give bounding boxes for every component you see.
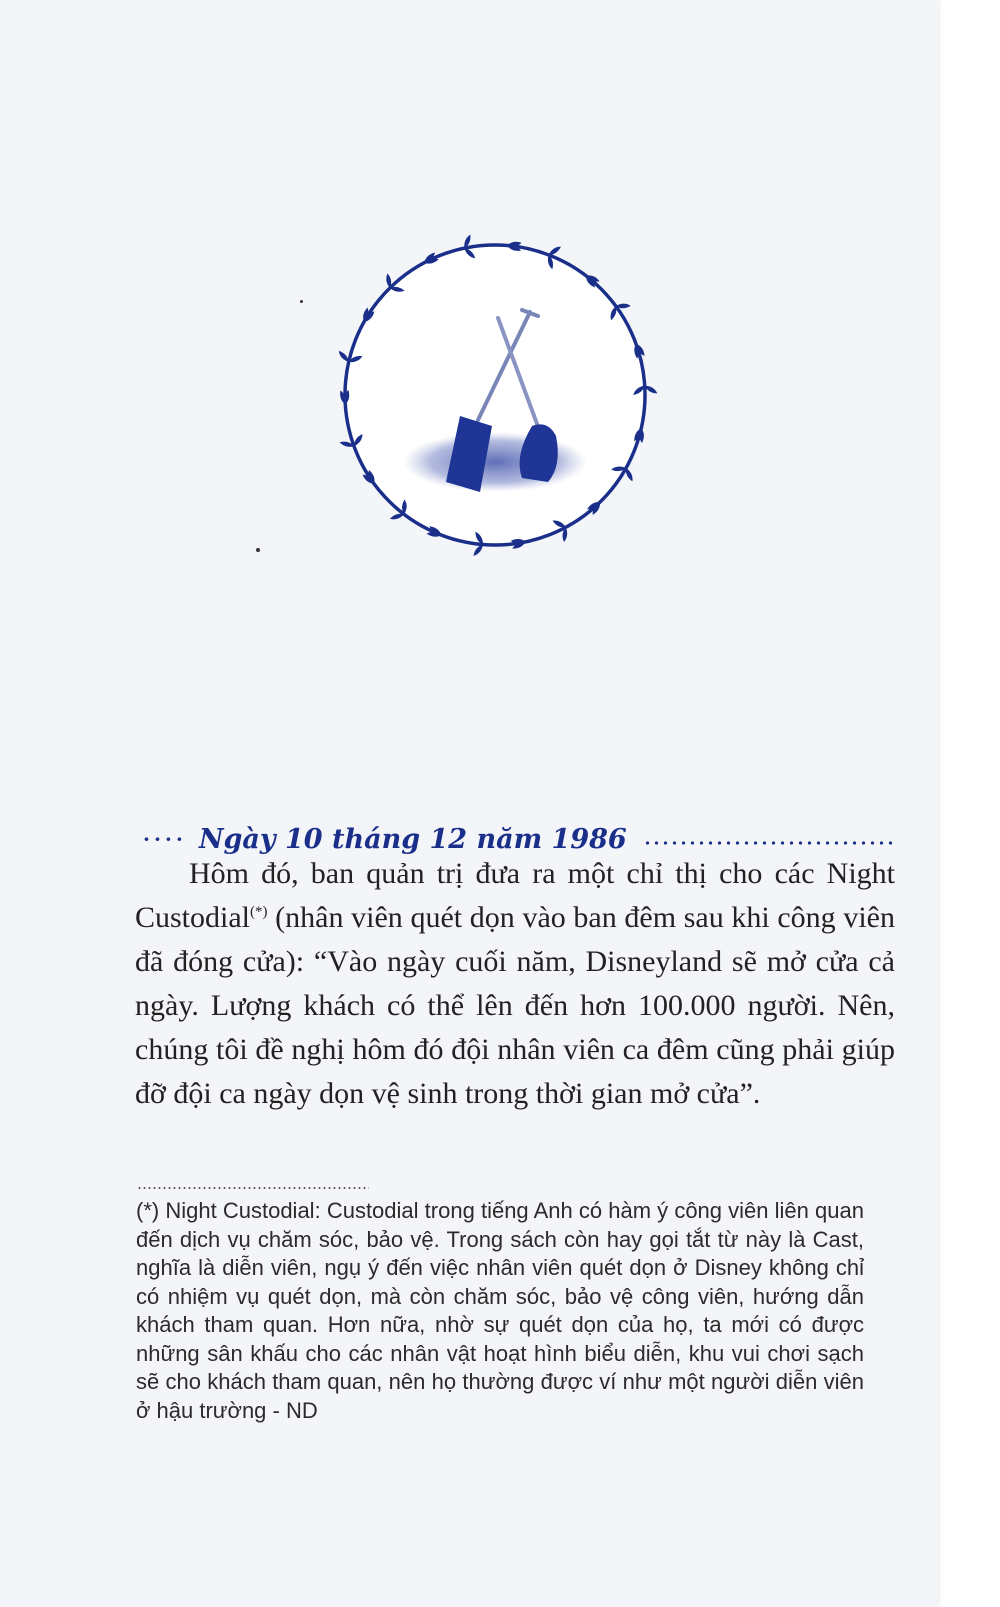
heading-dots-right — [643, 841, 893, 845]
laurel-leaf — [547, 246, 562, 255]
brooms-wreath-icon — [300, 230, 700, 630]
footnote-separator — [137, 1187, 369, 1189]
body-text-part2: (nhân viên quét dọn vào ban đêm sau khi công viên đã đóng cửa): “Vào ngày cuối năm, Disneyland sẽ mở cửa cả ngày. Lượng khách có thể lên đến hơn 100.000 người. Nên, chúng tôi đề nghị hôm đó đội nhân viên ca đêm cũng phải giúp đỡ đội ca ngày dọn vệ sinh trong thời gian mở cửa”. — [135, 901, 895, 1110]
print-speck — [300, 300, 303, 303]
footnote-text: (*) Night Custodial: Custodial trong tiếng Anh có hàm ý công viên liên quan đến dịch vụ chăm sóc, bảo vệ. Trong sách còn hay gọi tắt từ này là Cast, nghĩa là diễn viên, ngụ ý đến việc nhân viên quét dọn ở Disney không chỉ có nhiệm vụ quét dọn, mà còn chăm sóc, bảo vệ công viên, hướng dẫn khách tham quan. Hơn nữa, nhờ sự quét dọn của họ, ta mới có được những sân khấu cho các nhân vật hoạt hình biểu diễn, khu vui chơi sạch sẽ cho khách tham quan, nên họ thường được ví như một người diễn viên ở hậu trường - ND — [136, 1198, 864, 1423]
laurel-leaf — [390, 513, 404, 519]
body-paragraph — [135, 852, 895, 1116]
heading-date: Ngày 10 tháng 12 năm 1986 — [198, 823, 627, 855]
print-speck — [256, 548, 260, 552]
body-text-part1: Hôm đó, ban quản trị đưa ra một chỉ thị cho các Night Custodial — [135, 857, 895, 934]
footnote-marker: (*) — [250, 904, 268, 920]
heading-dots-left: ···· — [143, 827, 187, 851]
laurel-leaf — [626, 467, 633, 482]
